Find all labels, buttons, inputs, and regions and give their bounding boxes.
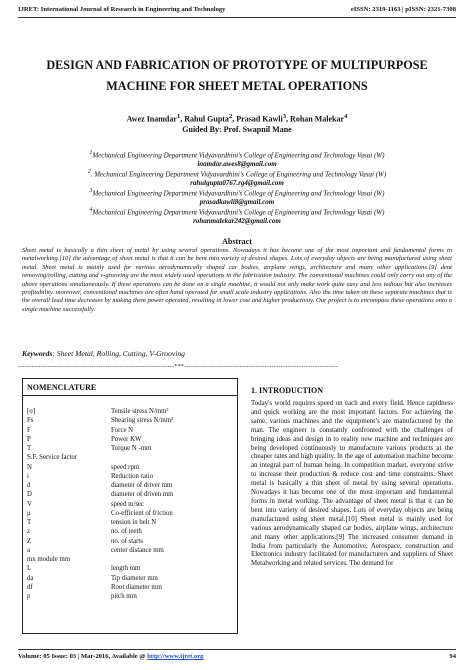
nomenclature-description: diameter of driven mm	[111, 491, 174, 499]
nomenclature-description: Root diameter mm	[111, 583, 162, 591]
nomenclature-row	[27, 407, 233, 416]
keywords-text: : Sheet Metal, Rolling, Cutting, V-Grooving	[52, 349, 185, 358]
nomenclature-description: no. of teeth	[111, 528, 142, 536]
nomenclature-description: speed m/sec	[111, 500, 145, 508]
nomenclature-description: Co-efficient of friction	[111, 509, 173, 517]
nomenclature-description: Force N	[111, 426, 134, 434]
nomenclature-description: length mm	[111, 565, 141, 573]
affiliation-email: inamdar.awes8@gmail.com	[197, 160, 277, 169]
nomenclature-list	[27, 407, 233, 601]
author-name: Prasad Kawli	[236, 114, 283, 124]
nomenclature-description: no. of starts	[111, 537, 143, 545]
affiliation-email: rahulgupta0767.rg4@gmail.com	[190, 179, 284, 188]
affiliation-num: 4	[89, 207, 93, 213]
journal-header	[18, 6, 456, 16]
nomenclature-description: Shearing stress N/mm²	[111, 417, 174, 425]
affiliation-3	[18, 187, 456, 207]
nomenclature-rule	[23, 395, 237, 396]
section-separator: --------------------------------------------------------------------***-------------------------------------------------------------------	[18, 364, 339, 370]
nomenclature-description: tension in belt N	[111, 519, 157, 526]
introduction-heading: 1. INTRODUCTION	[251, 386, 324, 395]
nomenclature-symbol: D	[27, 491, 32, 499]
author-list: Awez Inamdar$^1$, Rahul Gupta$^2$, Prasad Kawli$^3$, Rohan Malekar$^4$	[126, 113, 348, 124]
nomenclature-symbol: N	[27, 463, 32, 471]
nomenclature-symbol: L	[27, 565, 32, 573]
page-number: 94	[449, 653, 456, 660]
nomenclature-symbol: T	[27, 519, 32, 526]
nomenclature-symbol: V	[27, 500, 32, 508]
affiliation-num: 1	[89, 150, 93, 156]
affiliation-1	[18, 149, 456, 169]
title-line-2: MACHINE FOR SHEET METAL OPERATIONS	[106, 79, 368, 93]
nomenclature-row	[27, 555, 233, 564]
nomenclature-row	[27, 435, 233, 444]
affiliation-dept: Mechanical Engineering Department Vidyavardhini’s College of Engineering and Technology Vasai (W)	[92, 189, 385, 198]
keywords-label: Keywords	[22, 349, 53, 358]
nomenclature-description: Tensile stress N/mm²	[111, 408, 169, 415]
nomenclature-symbol: a	[27, 546, 31, 554]
nomenclature-row	[27, 490, 233, 499]
nomenclature-row	[27, 481, 233, 490]
nomenclature-title: NOMENCLATURE	[27, 383, 97, 392]
nomenclature-row	[27, 453, 233, 462]
abstract-text: Sheet metal is basically a thin sheet of metal by using several operations. Nowadays it has become one of the most important and fundamental forms in metalworking.[10] the advantage of sheet metal is that it can be bent into variety of desired shapes. Lots of everyday objects are being manufactured using sheet metal. Sheet metal is mainly used for various aerodynamically shaped car bodies, airplane wings, architecture and many other applications.[9] dent removing/rolling, cutting and v-grooving are the most widely used operations in the fabrication industry. The conventional machines could only carry out any of the above operations simultaneously. If these operations can be done on a single machine, it would not only make work quite easy and less tedious but also increases profitability. moreover, conventional machines are often hand operated for small scale industry applications. Also the time taken on these separate machines that is the overall lead time decreases by making them power operated, resulting in lower cost and higher productivity. Our project is to encompass these operations onto a single machine successfully.	[22, 247, 452, 313]
journal-link[interactable]: http://www.ijret.org	[147, 653, 204, 660]
affiliation-4	[18, 206, 456, 226]
nomenclature-description: Tip diameter mm	[111, 574, 158, 582]
abstract-heading: Abstract	[222, 237, 252, 246]
nomenclature-row	[27, 500, 233, 509]
footer-rule	[18, 649, 456, 650]
guided-by: Guided By: Prof. Swapnil Mane	[182, 125, 292, 134]
journal-name: IJRET: International Journal of Research in Engineering and Technology	[18, 6, 226, 13]
nomenclature-row	[27, 518, 233, 527]
nomenclature-symbol: μ	[27, 509, 31, 517]
nomenclature-row	[27, 472, 233, 481]
nomenclature-row	[27, 564, 233, 573]
keywords	[22, 349, 185, 358]
nomenclature-symbol: P	[27, 435, 31, 443]
nomenclature-symbol: [σ]	[27, 408, 36, 415]
header-rule	[18, 17, 456, 18]
nomenclature-description: center distance mm	[111, 546, 164, 554]
author-name: Rohan Malekar	[290, 114, 345, 124]
nomenclature-symbol: F	[27, 426, 31, 434]
nomenclature-symbol: Fs	[27, 417, 34, 425]
author-sup: 4	[344, 113, 348, 120]
affiliation-email: rohanmalekar242@gmail.com	[193, 217, 281, 226]
nomenclature-symbol: i	[27, 472, 29, 480]
affiliation-email: prasadkawli8@gmail.com	[199, 198, 275, 207]
affiliation-dept: Mechanical Engineering Department Vidyavardhini’s College of Engineering and Technology Vasai (W)	[92, 208, 385, 217]
title-line-1: DESIGN AND FABRICATION OF PROTOTYPE OF MULTIPURPOSE	[46, 58, 428, 72]
affiliation-2	[18, 168, 456, 188]
nomenclature-row	[27, 574, 233, 583]
footer-volume-text: Volume: 05 Issue: 03 | Mar-2016, Available @	[18, 653, 148, 660]
author-sup: 2	[228, 113, 233, 120]
nomenclature-symbol: d	[27, 482, 31, 489]
nomenclature-row	[27, 463, 233, 472]
page-footer	[18, 653, 456, 663]
nomenclature-description: pitch mm	[111, 593, 137, 600]
nomenclature-symbol: df	[27, 583, 33, 591]
author-sup: 3	[282, 113, 287, 120]
author-name: Rahul Gupta	[184, 114, 229, 124]
affiliation-num: 3	[89, 188, 93, 194]
nomenclature-row	[27, 546, 233, 555]
nomenclature-row	[27, 509, 233, 518]
nomenclature-row	[27, 583, 233, 592]
nomenclature-row	[27, 592, 233, 601]
author-sup: 1	[176, 113, 181, 120]
paper-title	[18, 55, 456, 97]
nomenclature-symbol: mx module mm	[27, 556, 71, 563]
nomenclature-row	[27, 416, 233, 425]
nomenclature-description: speed rpm	[111, 463, 140, 471]
nomenclature-symbol: p	[27, 593, 31, 600]
nomenclature-symbol: T	[27, 445, 32, 452]
nomenclature-description: Reduction ratio	[111, 472, 154, 480]
nomenclature-row	[27, 537, 233, 546]
journal-issn: eISSN: 2319-1163 | pISSN: 2321-7308	[350, 6, 456, 13]
nomenclature-symbol: Z	[27, 537, 32, 545]
nomenclature-description: Power KW	[111, 435, 142, 443]
nomenclature-row	[27, 426, 233, 435]
nomenclature-row	[27, 527, 233, 536]
affiliation-num: 2	[87, 169, 91, 175]
nomenclature-row	[27, 444, 233, 453]
nomenclature-description: diameter of driver mm	[111, 482, 173, 489]
nomenclature-box	[22, 378, 238, 634]
nomenclature-symbol: S.F. Service factor	[27, 454, 78, 462]
affiliation-dept: Mechanical Engineering Department Vidyavardhini’s College of Engineering and Technology Vasai (W)	[92, 151, 385, 160]
affiliation-dept: . Mechanical Engineering Department Vidyavardhini’s College of Engineering and Technology Vasai (W)	[90, 170, 387, 179]
nomenclature-symbol: z	[27, 528, 31, 536]
nomenclature-description: Torque N -mm	[111, 445, 152, 452]
footer-volume	[18, 653, 203, 660]
nomenclature-symbol: da	[27, 574, 34, 582]
introduction-text: Today's world requires speed on each and every field. Hence rapidness and quick working are the most important factors. For achieving the same, various machines and the equipment’s are manufactured by the man. The engineer is constantly confronted with the challenges of bringing ideas and design in to reality new machine and techniques are being developed continuously to manufacture various products at the cheaper rates and high quality. In the age of automation machine become an integral part of human being. In competition market, everyone strive to increase their production & reduce cost and time constraints. Sheet metal is basically a thin sheet of metal by using several operations. Nowadays it has become one of the most important and fundamental forms in metal working. The advantage of sheet metal is that it can be bent into variety of desired shapes. Lots of everyday objects are being manufactured using sheet metal.[10] Sheet metal is mainly used for various aerodynamically shaped car bodies, airplane wings, architecture and many other applications.[9] The increased consumer demand in India from particularly the Automotive, Aerospace, construction and Electronics industry facilitated for manufacturers and suppliers of Sheet Metalworking and related services. The demand for	[251, 400, 453, 568]
author-name: Awez Inamdar	[126, 114, 177, 124]
